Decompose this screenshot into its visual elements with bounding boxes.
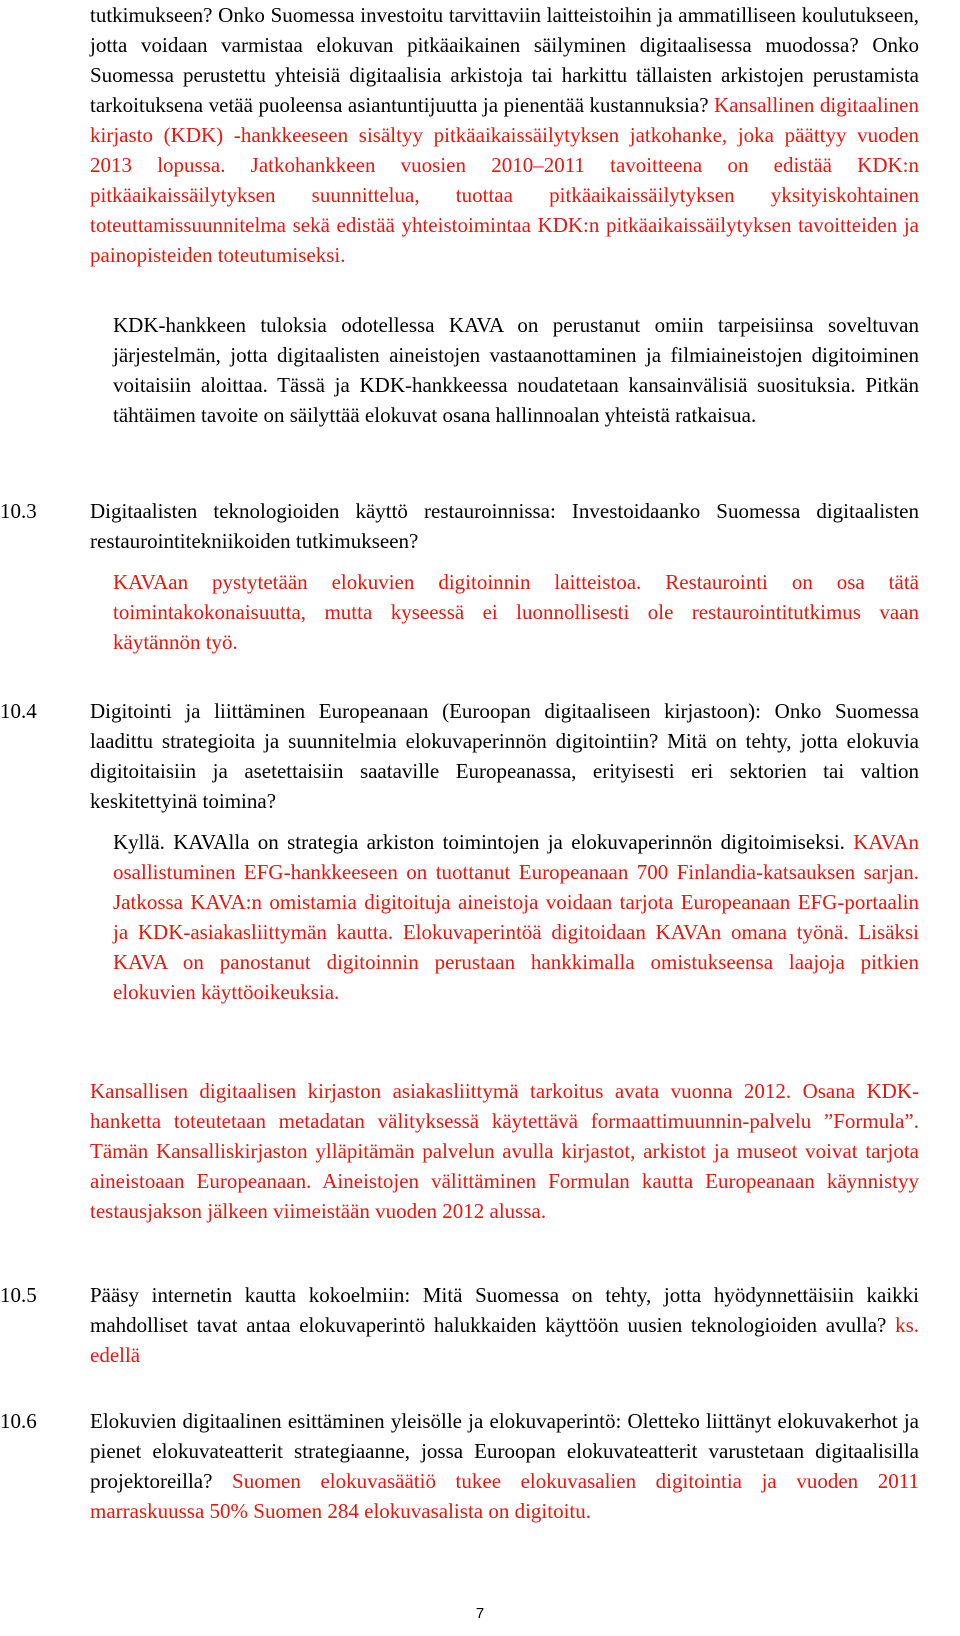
section-10-4-answer-detail: KAVAn osallistuminen EFG-hankkeeseen on tuottanut Europeanaan 700 Finlandia-katsauksen sarjan. Jatkossa KAVA:n omistamia digitoituja aineistoja voidaan tarjota Europeanaan EFG-portaalin ja KDK-asiakasliittymän kautta. Elokuvaperintöä digitoidaan KAVAn omana työnä. Lisäksi KAVA on panostanut digitoinnin perustaan hankkimalla omistukseensa laajoja pitkien elokuvien käyttöoikeuksia. <box>113 830 919 1004</box>
kdk-answer-paragraph <box>113 310 919 430</box>
section-number-10-5: 10.5 <box>0 1283 37 1307</box>
section-10-5-question-text: Pääsy internetin kautta kokoelmiin: Mitä Suomessa on tehty, jotta hyödynnettäisiin kaikki mahdolliset tavat antaa elokuvaperintö halukkaiden käyttöön uusien teknologioiden avulla? <box>90 1283 919 1337</box>
section-10-3-answer-text: KAVAan pystytetään elokuvien digitoinnin laitteistoa. Restaurointi on osa tätä toimintakokonaisuutta, mutta kyseessä ei luonnollisesti ole restaurointitutkimus vaan käytännön työ. <box>113 570 919 654</box>
section-10-5-answer-text: ks. edellä <box>90 1313 919 1367</box>
section-10-6-question-text: Elokuvien digitaalinen esittäminen yleisölle ja elokuvaperintö: Oletteko liittänyt elokuvakerhot ja pienet elokuvateatterit strategiaanne, jossa Euroopan elokuvateatterit varustetaan digitaalisilla projektoreilla? <box>90 1409 919 1493</box>
section-10-4-answer-intro: Kyllä. KAVAlla on strategia arkiston toimintojen ja elokuvaperinnön digitoimiseksi. <box>113 830 854 854</box>
section-number-10-4: 10.4 <box>0 699 37 723</box>
section-10-6-question <box>90 1406 919 1526</box>
section-10-3-question <box>90 496 919 556</box>
section-10-3-answer <box>113 567 919 657</box>
kdk-answer-text: KDK-hankkeen tuloksia odotellessa KAVA on perustanut omiin tarpeisiinsa soveltuvan järjestelmän, jotta digitaalisten aineistojen vastaanottaminen ja filmiaineistojen digitoiminen voitaisiin aloittaa. Tässä ja KDK-hankkeessa noudatetaan kansainvälisiä suosituksia. Pitkän tähtäimen tavoite on säilyttää elokuvat osana hallinnoalan yhteistä ratkaisua. <box>113 313 919 427</box>
section-10-5-question <box>90 1280 919 1370</box>
section-10-4-answer <box>113 827 919 1007</box>
section-number-10-3: 10.3 <box>0 499 37 523</box>
intro-question-text: tutkimukseen? Onko Suomessa investoitu tarvittaviin laitteistoihin ja ammatilliseen koulutukseen, jotta voidaan varmistaa elokuvan pitkäaikainen säilyminen digitaalisessa muodossa? Onko Suomessa perustettu yhteisiä digitaalisia arkistoja tai harkittu tällaisten arkistojen perustamista tarkoituksena vetää puoleensa asiantuntijuutta ja pienentää kustannuksia? <box>90 3 919 117</box>
page-number: 7 <box>475 1605 485 1622</box>
section-10-4-note-text: Kansallisen digitaalisen kirjaston asiakasliittymä tarkoitus avata vuonna 2012. Osana KDK-hanketta toteutetaan metadatan välityksessä käytettävä formaattimuunnin-palvelu ”Formula”. Tämän Kansalliskirjaston ylläpitämän palvelun avulla kirjastot, arkistot ja museot voivat tarjota aineistoaan Europeanaan. Aineistojen välittäminen Formulan kautta Europeanaan käynnistyy testausjakson jälkeen viimeistään vuoden 2012 alussa. <box>90 1079 919 1223</box>
section-10-3-question-text: Digitaalisten teknologioiden käyttö restauroinnissa: Investoidaanko Suomessa digitaalisten restaurointitekniikoiden tutkimukseen? <box>90 499 919 553</box>
intro-answer-text: Kansallinen digitaalinen kirjasto (KDK) -hankkeeseen sisältyy pitkäaikaissäilytyksen jatkohanke, joka päättyy vuoden 2013 lopussa. Jatkohankkeen vuosien 2010–2011 tavoitteena on edistää KDK:n pitkäaikaissäilytyksen suunnittelua, tuottaa pitkäaikaissäilytyksen yksityiskohtainen toteuttamissuunnitelma sekä edistää yhteistoimintaa KDK:n pitkäaikaissäilytyksen tavoitteiden ja painopisteiden toteutumiseksi. <box>90 93 919 267</box>
section-10-4-note <box>90 1076 919 1226</box>
section-10-6-answer-text: Suomen elokuvasäätiö tukee elokuvasalien digitointia ja vuoden 2011 marraskuussa 50% Suomen 284 elokuvasalista on digitoitu. <box>90 1469 919 1523</box>
section-number-10-6: 10.6 <box>0 1409 37 1433</box>
intro-paragraph <box>90 0 919 270</box>
section-10-4-question-text: Digitointi ja liittäminen Europeanaan (Euroopan digitaaliseen kirjastoon): Onko Suomessa laadittu strategioita ja suunnitelmia elokuvaperinnön digitointiin? Mitä on tehty, jotta elokuvia digitoitaisiin ja asetettaisiin saataville Europeanassa, erityisesti eri sektorien tai valtion keskitettyinä toimina? <box>90 699 919 813</box>
section-10-4-question <box>90 696 919 816</box>
